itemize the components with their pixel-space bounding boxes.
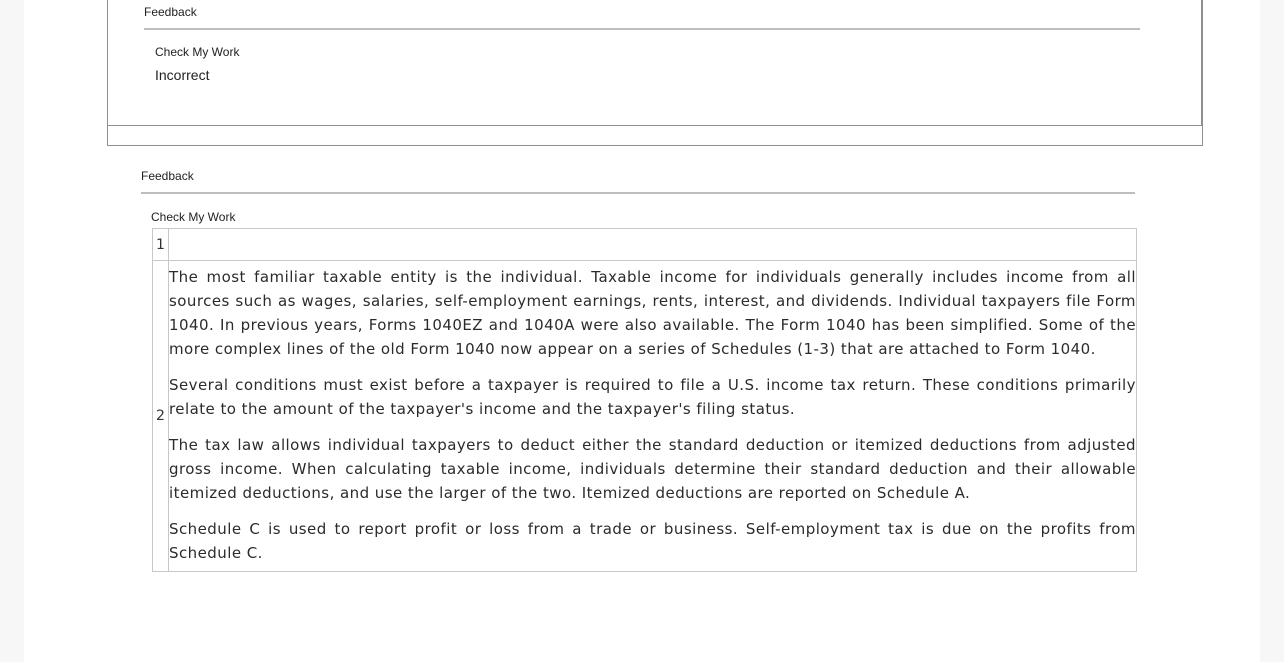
divider: [141, 192, 1135, 194]
table-row: [153, 229, 1137, 261]
feedback-paragraph: Schedule C is used to report profit or loss from a trade or business. Self-employment tax is due on the profits from Schedule C.: [169, 520, 1136, 562]
check-my-work-label: Check My Work: [151, 210, 236, 224]
feedback-paragraph: Several conditions must exist before a taxpayer is required to file a U.S. income tax return. These conditions primarily relate to the amount of the taxpayer's income and the taxpayer's filing status.: [169, 376, 1136, 418]
top-feedback-container: [107, 0, 1203, 146]
feedback-paragraph: The tax law allows individual taxpayers to deduct either the standard deduction or itemized deductions from adjusted gross income. When calculating taxable income, individuals determine their standard deduction and their allowable itemized deductions, and use the larger of the two. Itemized deductions are reported on Schedule A.: [169, 436, 1136, 502]
divider: [144, 28, 1140, 30]
result-status: Incorrect: [155, 67, 210, 83]
top-feedback-panel: [108, 0, 1202, 126]
row-content: [169, 261, 1137, 572]
feedback-table: [152, 228, 1137, 572]
page: [24, 0, 1260, 662]
table-row: [153, 261, 1137, 572]
row-content: [169, 229, 1137, 261]
row-number: 1: [153, 229, 169, 261]
feedback-paragraph: The most familiar taxable entity is the individual. Taxable income for individuals generally includes income from all sources such as wages, salaries, self-employment earnings, rents, interest, and dividends. Individual taxpayers file Form 1040. In previous years, Forms 1040EZ and 1040A were also available. The Form 1040 has been simplified. Some of the more complex lines of the old Form 1040 now appear on a series of Schedules (1-3) that are attached to Form 1040.: [169, 268, 1136, 358]
feedback-title: Feedback: [144, 5, 197, 19]
feedback-title: Feedback: [141, 169, 194, 183]
row-number: 2: [153, 261, 169, 572]
check-my-work-label: Check My Work: [155, 45, 240, 59]
